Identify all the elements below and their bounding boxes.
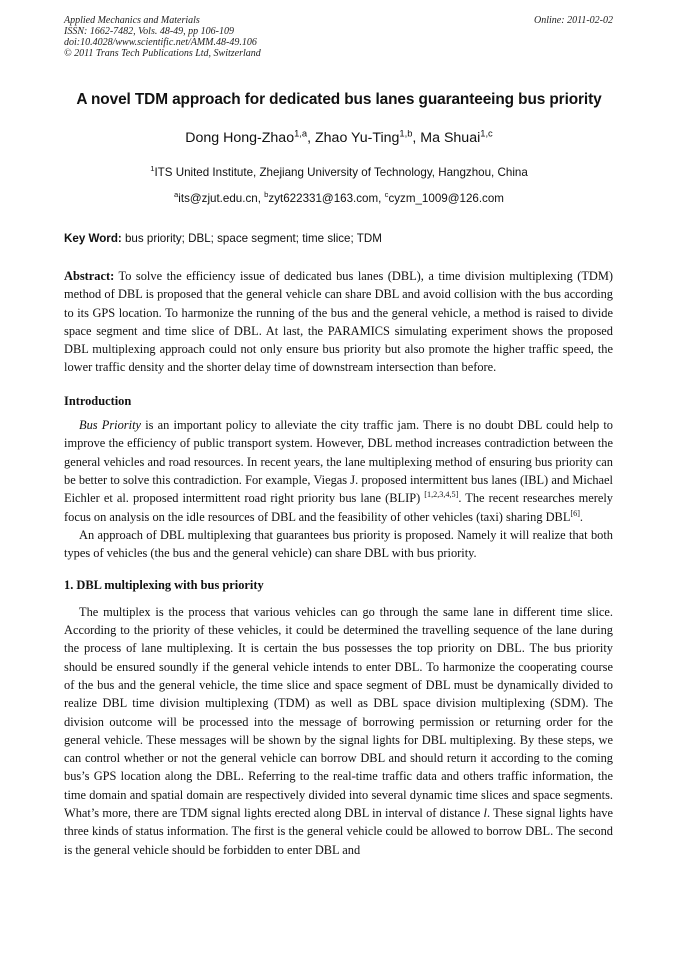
- abstract: [64, 267, 613, 377]
- doi-line: doi:10.4028/www.scientific.net/AMM.48-49.106: [64, 37, 257, 48]
- author-affil-mark: 1,b: [399, 128, 413, 139]
- email-address: cyzm_1009@126.com: [388, 192, 504, 205]
- abstract-text: To solve the efficiency issue of dedicated bus lanes (DBL), a time division multiplexing (TDM) method of DBL is proposed that the general vehicle can share DBL and avoid collision with the bus according to its GPS location. To harmonize the running of the bus and the general vehicle, a method is raised to divide space segment and time slice of DBL. At last, the PARAMICS simulating experiment shows the proposed DBL multiplexing approach could not only ensure bus priority but also promote the higher traffic speed, the lower traffic density and the shorter delay time of downstream intersection than before.: [64, 269, 613, 375]
- citation: [1,2,3,4,5]: [424, 490, 459, 500]
- section-1-paragraph: [64, 603, 613, 859]
- journal-name: Applied Mechanics and Materials: [64, 15, 200, 26]
- intro-text: . The recent researches merely focus on analysis on the idle resources of DBL and the feasibility of other vehicles (taxi) sharing DBL: [64, 491, 613, 524]
- email-mark: a: [174, 190, 179, 200]
- email-mark: c: [384, 190, 389, 200]
- section-1-text: The multiplex is the process that various vehicles can go through the same lane in different time slice. According to the priority of these vehicles, it could be determined the travelling sequence of the lane during the process of lane multiplexing. It is certain the bus possesses the top priority on DBL. The bus priority should be ensured soundly if the general vehicle intends to enter DBL. To harmonize the cooperating course of the bus and the general vehicle, the time slice and space segment of DBL must be dynamically divided to realize DBL time division multiplexing (TDM) as well as DBL space division multiplexing (SDM). The division outcome will be processed into the message of borrowing permission or returning order for the general vehicle. These messages will be shown by the signal lights for DBL multiplexing. By these steps, we can control whether or not the general vehicle can borrow DBL and should return it according to the coming bus’s GPS location along the DBL. Referring to the real-time traffic data and others traffic information, the time domain and spatial domain are respectively divided into several dynamic time slices and space segments. What’s more, there are TDM signal lights erected along DBL in interval of distance: [64, 604, 613, 821]
- paper-body: [64, 267, 613, 859]
- intro-heading: Introduction: [64, 393, 132, 408]
- distance-variable: l: [483, 806, 487, 821]
- author-separator: ,: [307, 130, 315, 146]
- affiliation-text: ITS United Institute, Zhejiang University of Technology, Hangzhou, China: [154, 166, 528, 179]
- author-name: Dong Hong-Zhao: [185, 130, 295, 146]
- intro-term: Bus Priority: [79, 418, 142, 433]
- section-1-heading: 1. DBL multiplexing with bus priority: [64, 578, 264, 593]
- keywords-text: bus priority; DBL; space segment; time slice; TDM: [121, 232, 382, 245]
- affiliation: [0, 166, 678, 179]
- intro-text: .: [579, 509, 584, 524]
- intro-text: is an important policy to alleviate the city traffic jam. There is no doubt DBL could help to improve the efficiency of public transport system. However, DBL method increases contradiction between the general vehicles and road resources. In recent years, the lane multiplexing method of ensuring bus priority can be better to solve this contradiction. For example, Viegas J. proposed intermittent bus lanes (IBL) and Michael Eichler et al. proposed intermittent road right priority bus lane (BLIP): [64, 418, 613, 506]
- email-list: [0, 192, 678, 205]
- author-list: [0, 130, 678, 146]
- affiliation-mark: 1: [150, 164, 155, 174]
- keywords: [64, 232, 613, 245]
- author-affil-mark: 1,a: [294, 128, 308, 139]
- section-1-text: . These signal lights have three kinds of status information. The first is the general vehicle could be allowed to borrow DBL. The second is the general vehicle should be forbidden to enter DBL and: [64, 806, 613, 857]
- paper-title: A novel TDM approach for dedicated bus lanes guaranteeing bus priority: [76, 91, 602, 108]
- keywords-label: Key Word:: [64, 232, 122, 245]
- intro-paragraph-1: [64, 416, 613, 526]
- email-address: its@zjut.edu.cn,: [178, 192, 265, 205]
- copyright-line: © 2011 Trans Tech Publications Ltd, Switzerland: [64, 48, 261, 59]
- journal-header: [64, 15, 613, 59]
- abstract-label: Abstract:: [64, 269, 115, 283]
- issn-line: ISSN: 1662-7482, Vols. 48-49, pp 106-109: [64, 26, 234, 37]
- author-name: Zhao Yu-Ting: [315, 130, 400, 146]
- author-separator: ,: [412, 130, 421, 146]
- email-mark: b: [264, 190, 269, 200]
- online-date: Online: 2011-02-02: [534, 15, 613, 26]
- intro-paragraph-2: An approach of DBL multiplexing that guarantees bus priority is proposed. Namely it will realize that both types of vehicles (the bus and the general vehicle) can share DBL with bus priority.: [64, 527, 613, 561]
- author-affil-mark: 1,c: [480, 128, 493, 139]
- author-name: Ma Shuai: [420, 130, 481, 146]
- citation: [6]: [570, 508, 580, 518]
- email-address: zyt622331@163.com,: [268, 192, 385, 205]
